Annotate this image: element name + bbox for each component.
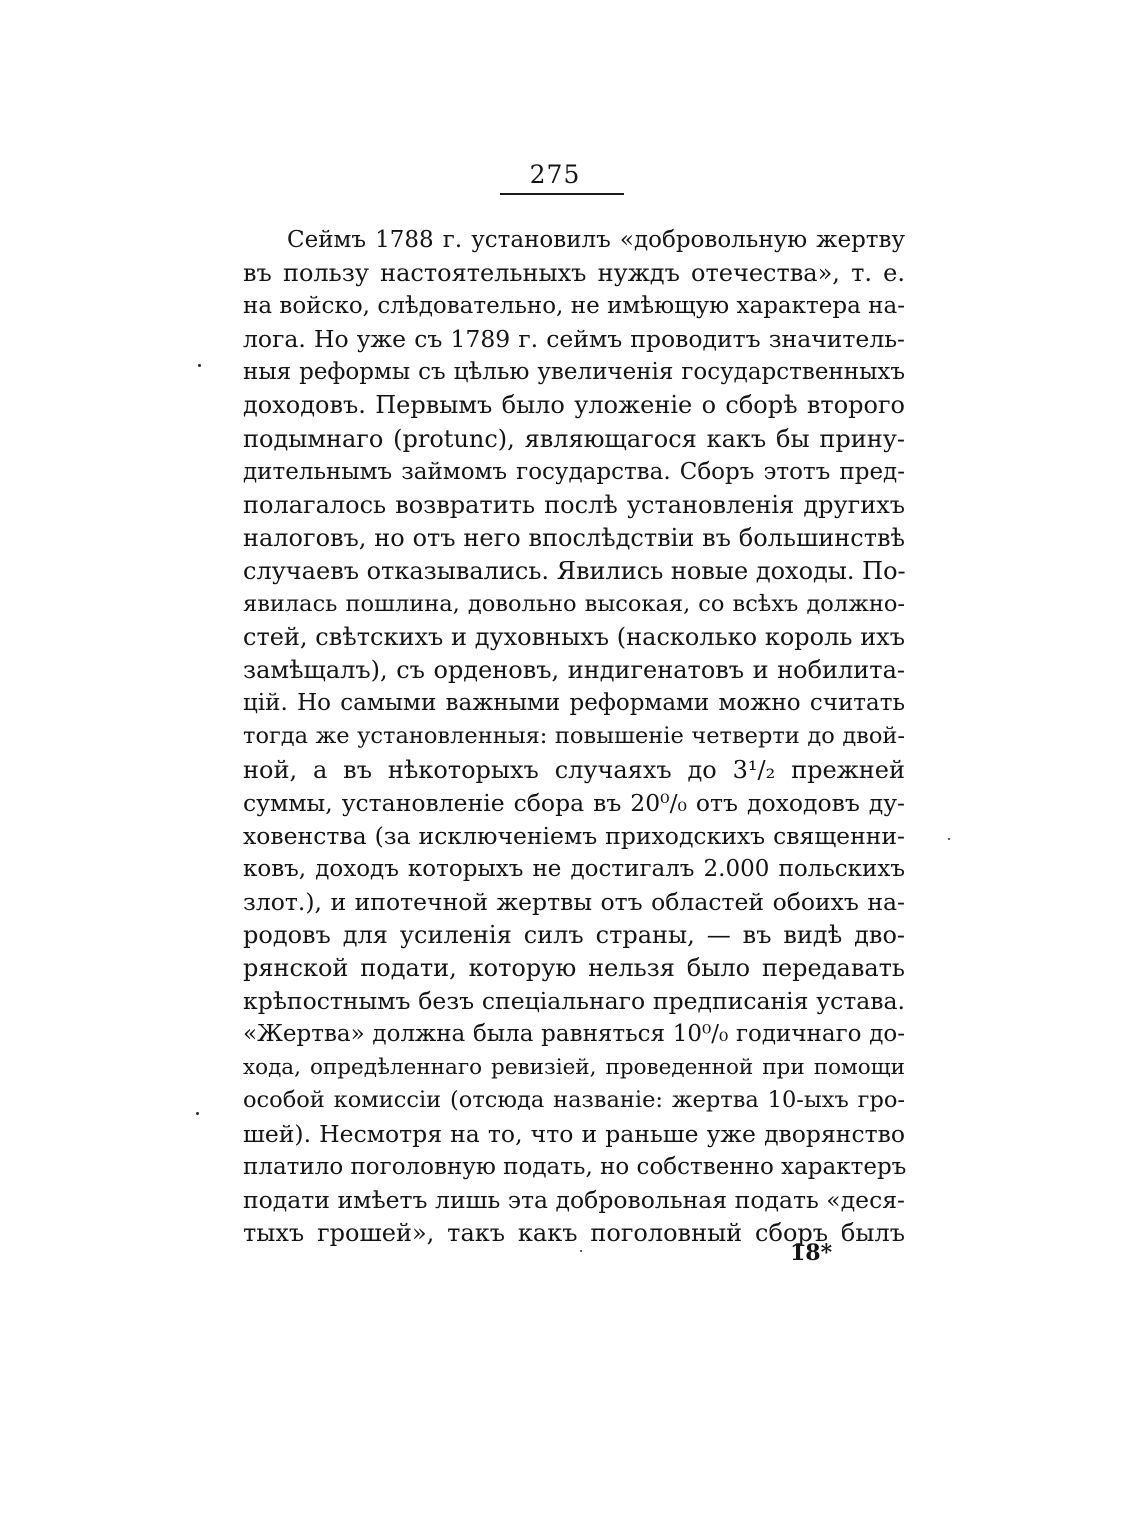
scan-speck bbox=[198, 364, 201, 367]
scan-speck bbox=[196, 1112, 199, 1115]
text-line: ховенства (за исключеніемъ приходскихъ священни- bbox=[243, 821, 905, 850]
text-line: «Жертва» должна была равняться 10⁰/₀ годичнаго до- bbox=[243, 1021, 905, 1048]
text-line: на войско, слѣдовательно, не имѣющую характера на- bbox=[243, 293, 905, 320]
text-line: ковъ, доходъ которыхъ не достигалъ 2.000 польскихъ bbox=[243, 855, 905, 882]
scan-speck bbox=[948, 838, 950, 840]
body-text bbox=[243, 224, 905, 1250]
text-line: рянской подати, которую нельзя было передавать bbox=[243, 954, 905, 983]
text-line: тыхъ грошей», такъ какъ поголовный сборъ былъ bbox=[243, 1218, 905, 1247]
page-number: 275 bbox=[529, 160, 581, 189]
text-line: крѣпостнымъ безъ спеціальнаго предписанія устава. bbox=[243, 987, 905, 1016]
text-line: шей). Несмотря на то, что и раньше уже дворянство bbox=[243, 1119, 905, 1148]
text-line: полагалось возвратить послѣ установленія другихъ bbox=[243, 490, 905, 519]
text-line: родовъ для усиленія силъ страны, — въ видѣ дво- bbox=[243, 920, 905, 949]
text-line: ной, а въ нѣкоторыхъ случаяхъ до 3¹/₂ прежней bbox=[243, 755, 905, 784]
text-line: подати имѣетъ лишь эта добровольная подать «деся- bbox=[243, 1185, 905, 1214]
text-line: подымнаго (protunc), являющагося какъ бы прину- bbox=[243, 424, 905, 453]
text-line: Сеймъ 1788 г. установилъ «добровольную жертву bbox=[287, 227, 905, 253]
text-line: ныя реформы съ цѣлью увеличенія государственныхъ bbox=[243, 359, 905, 386]
text-line: особой комиссіи (отсюда названіе: жертва 10-ыхъ гро- bbox=[243, 1087, 905, 1114]
text-line: тогда же установленныя: повышеніе четверти до двой- bbox=[243, 723, 905, 750]
text-line: лога. Но уже съ 1789 г. сеймъ проводитъ значитель- bbox=[243, 325, 905, 354]
text-line: налоговъ, но отъ него впослѣдствіи въ большинствѣ bbox=[243, 523, 905, 552]
text-line: случаевъ отказывались. Явились новые доходы. По- bbox=[243, 556, 906, 585]
text-line: платило поголовную подать, но собственно характеръ bbox=[243, 1153, 907, 1180]
text-line: дительнымъ займомъ государства. Сборъ этотъ пред- bbox=[243, 458, 905, 485]
text-line: въ пользу настоятельныхъ нуждъ отечества», т. е. bbox=[243, 259, 905, 288]
text-line: доходовъ. Первымъ было уложеніе о сборѣ второго bbox=[243, 391, 905, 420]
text-line: замѣщалъ), съ орденовъ, индигенатовъ и нобилита- bbox=[243, 656, 905, 685]
text-line: хода, опредѣленнаго ревизіей, проведенной при помощи bbox=[243, 1055, 905, 1081]
text-line: цій. Но самыми важными реформами можно считать bbox=[243, 690, 905, 717]
signature-mark: 18* bbox=[790, 1240, 833, 1266]
scan-speck bbox=[580, 1250, 582, 1252]
text-line: суммы, установленіе сбора въ 20⁰/₀ отъ доходовъ ду- bbox=[243, 788, 905, 817]
page-number-rule bbox=[500, 193, 624, 195]
text-line: злот.), и ипотечной жертвы отъ областей обоихъ на- bbox=[243, 887, 905, 916]
text-line: стей, свѣтскихъ и духовныхъ (насколько король ихъ bbox=[243, 623, 905, 652]
text-line: явилась пошлина, довольно высокая, со всѣхъ должно- bbox=[243, 591, 905, 618]
